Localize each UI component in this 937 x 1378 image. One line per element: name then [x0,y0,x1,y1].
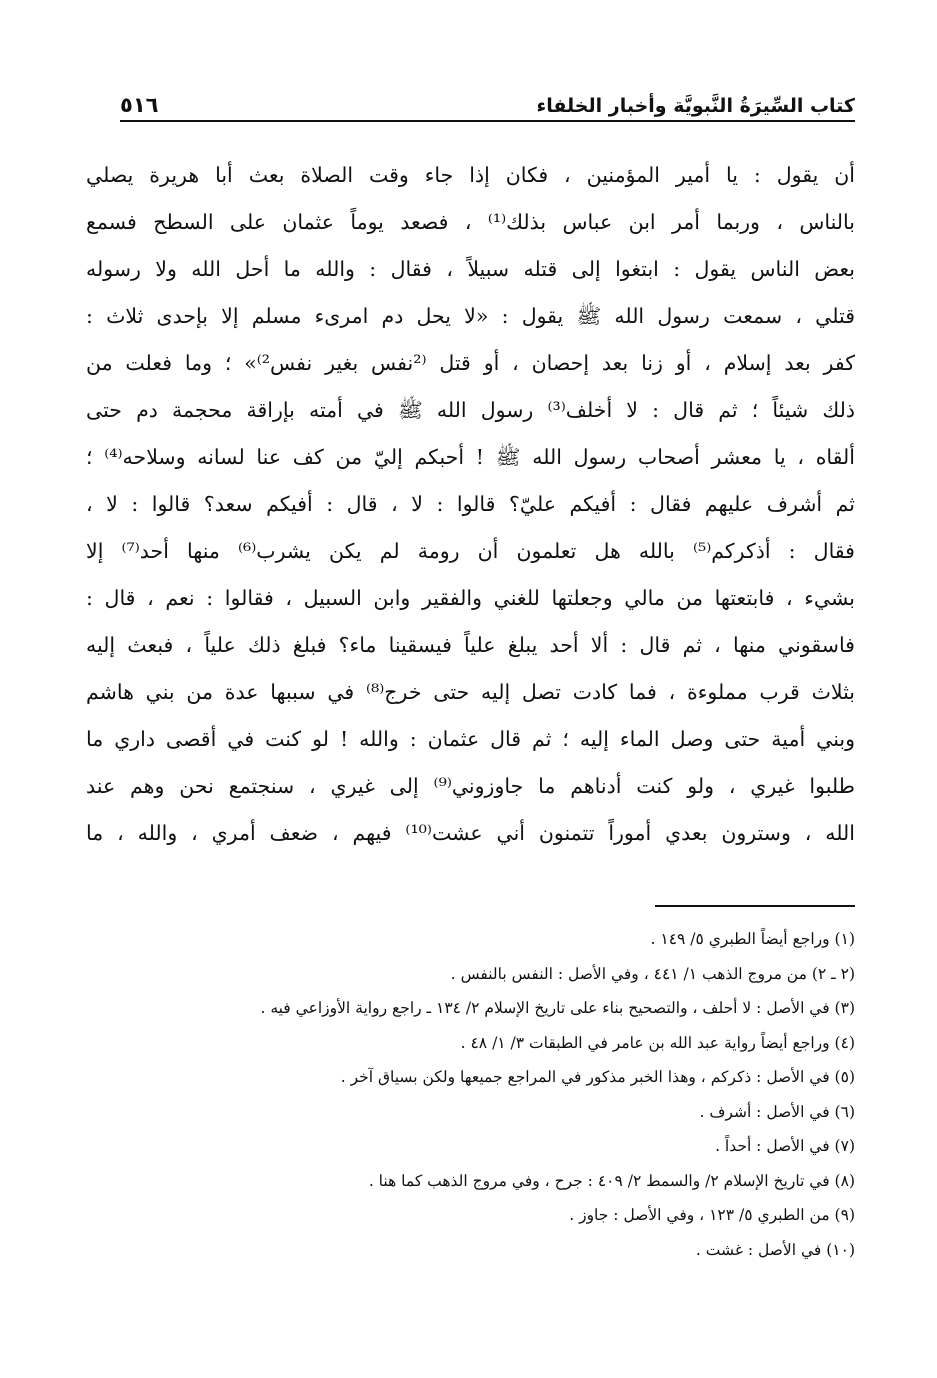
footnote: (١٠) في الأصل : غشت . [695,1240,855,1259]
text-line: وبني أمية حتى وصل الماء إليه ؛ ثم قال عثمان : والله ! لو كنت في أقصى داري ما [86,727,855,751]
text-line: أن يقول : يا أمير المؤمنين ، فكان إذا جاء وقت الصلاة بعث أبا هريرة يصلي [86,163,855,187]
footnote: (٢ ـ ٢) من مروج الذهب ١/ ٤٤١ ، وفي الأصل : النفس بالنفس . [450,964,855,983]
text-line: كفر بعد إسلام ، أو زنا بعد إحصان ، أو قتل ⁽²نفس بغير نفس²⁾» ؛ وما فعلت من [86,351,855,375]
text-line: ثم أشرف عليهم فقال : أفيكم عليّ؟ قالوا : لا ، قال : أفيكم سعد؟ قالوا : لا ، [86,492,855,516]
footnote-separator [655,905,855,907]
running-title: كتاب السِّيرَةُ النَّبويَّة وأخبار الخلفاء [536,95,855,117]
text-line: قتلي ، سمعت رسول الله ﷺ يقول : «لا يحل دم امرىء مسلم إلا بإحدى ثلاث : [86,304,855,328]
page-header [120,82,855,122]
footnote: (٤) وراجع أيضاً رواية عبد الله بن عامر في الطبقات ٣/ ١/ ٤٨ . [460,1033,855,1052]
main-text [86,152,855,857]
text-line: الله ، وسترون بعدي أموراً تتمنون أني عشت⁽¹⁰⁾ فيهم ، ضعف أمري ، والله ، ما [86,821,855,845]
footnote: (٥) في الأصل : ذكركم ، وهذا الخبر مذكور في المراجع جميعها ولكن بسياق آخر . [340,1068,855,1086]
footnote: (٨) في تاريخ الإسلام ٢/ والسمط ٢/ ٤٠٩ : جرح ، وفي مروج الذهب كما هنا . [368,1171,855,1190]
text-line: بشيء ، فابتعتها من مالي وجعلتها للغني والفقير وابن السبيل ، فقالوا : نعم ، قال : [86,586,855,610]
footnote: (١) وراجع أيضاً الطبري ٥/ ١٤٩ . [650,930,855,948]
footnote: (٣) في الأصل : لا أحلف ، والتصحيح بناء على تاريخ الإسلام ٢/ ١٣٤ ـ راجع رواية الأوزاعي فيه . [260,999,855,1017]
text-line: بثلاث قرب مملوءة ، فما كادت تصل إليه حتى خرج⁽⁸⁾ في سببها عدة من بني هاشم [86,680,855,704]
text-line: بعض الناس يقول : ابتغوا إلى قتله سبيلاً ، فقال : والله ما أحل الله ولا رسوله [86,257,855,281]
text-line: فقال : أذكركم⁽⁵⁾ بالله هل تعلمون أن رومة لم يكن يشرب⁽⁶⁾ منها أحد⁽⁷⁾ إلا [86,539,855,563]
footnote: (٧) في الأصل : أحداً . [715,1137,855,1155]
page-number: ٥١٦ [120,93,159,117]
footnote: (٩) من الطبري ٥/ ١٢٣ ، وفي الأصل : جاوز . [569,1206,855,1224]
text-line: ذلك شيئاً ؛ ثم قال : لا أخلف⁽³⁾ رسول الله ﷺ في أمته بإراقة محجمة دم حتى [86,398,855,422]
text-line: بالناس ، وربما أمر ابن عباس بذلك⁽¹⁾ ، فصعد يوماً عثمان على السطح فسمع [86,210,855,234]
footnote: (٦) في الأصل : أشرف . [699,1102,855,1121]
text-line: ألقاه ، يا معشر أصحاب رسول الله ﷺ ! أحبكم إليّ من كف عنا لسانه وسلاحه⁽⁴⁾ ؛ [86,445,855,469]
footnotes [100,922,855,1267]
text-line: فاسقوني منها ، ثم قال : ألا أحد يبلغ علياً فيسقينا ماء؟ فبلغ ذلك علياً ، فبعث إليه [86,633,855,657]
text-line: طلبوا غيري ، ولو كنت أدناهم ما جاوزوني⁽⁹⁾ إلى غيري ، سنجتمع نحن وهم عند [86,774,855,798]
